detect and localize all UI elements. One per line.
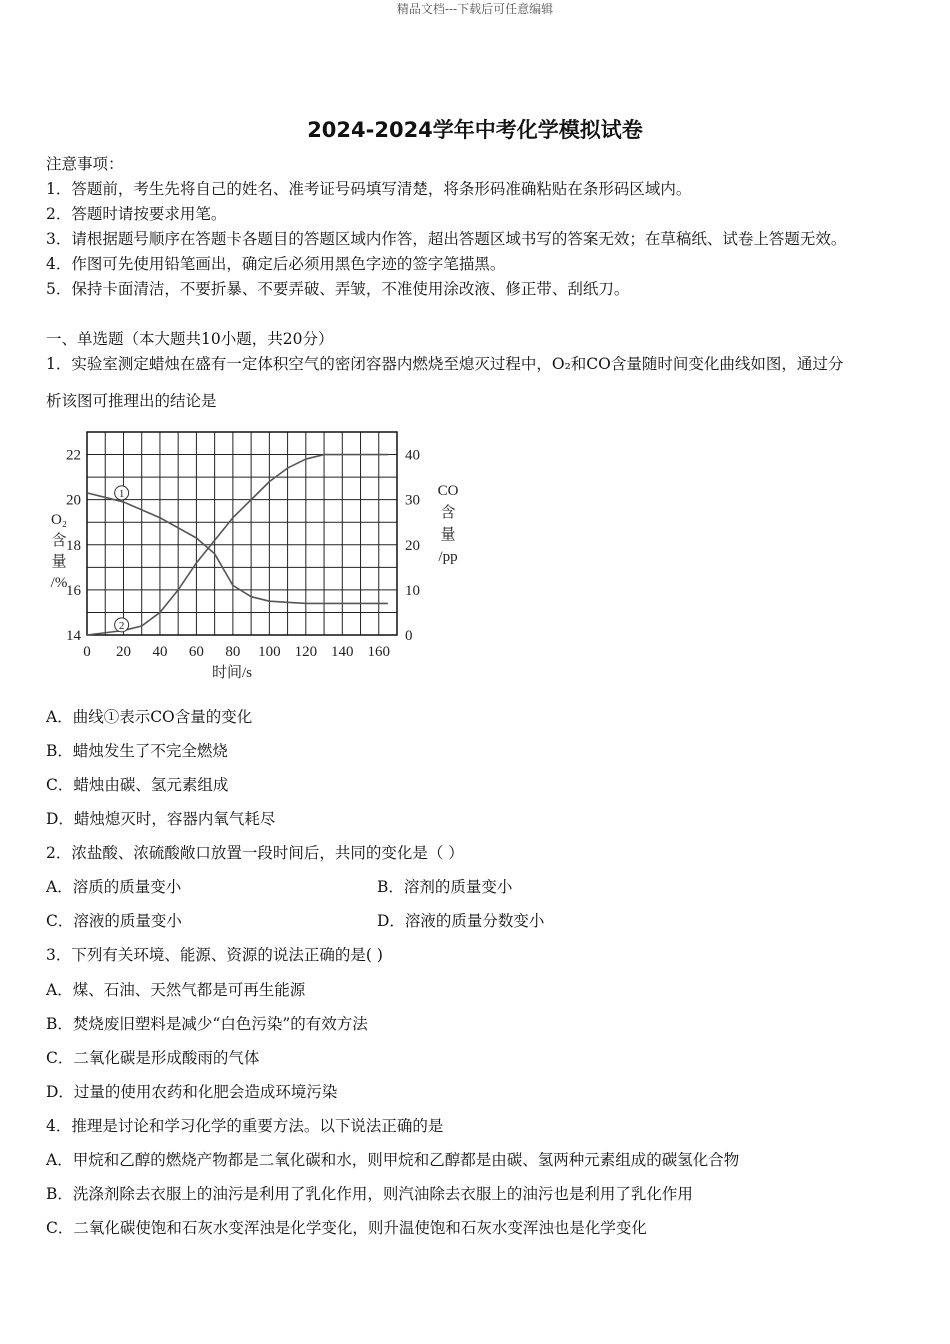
- y-right-axis-label: /pp: [438, 549, 458, 565]
- y-right-axis-label: 量: [440, 527, 456, 543]
- q4-stem: 4．推理是讨论和学习化学的重要方法。以下说法正确的是: [46, 1117, 444, 1135]
- x-tick-label: 100: [258, 644, 281, 660]
- y-right-axis-label: CO: [437, 483, 459, 499]
- x-tick-label: 160: [367, 644, 391, 660]
- notice-item: 3．请根据题号顺序在答题卡各题目的答题区域内作答，超出答题区域书写的答案无效；在草稿纸、试卷上答题无效。: [46, 230, 847, 248]
- y-left-tick-label: 16: [66, 582, 81, 599]
- y-left-axis-label: /%: [50, 575, 68, 591]
- page-title: 2024-2024学年中考化学模拟试卷: [307, 118, 643, 142]
- notice-item: 2．答题时请按要求用笔。: [46, 205, 227, 223]
- q2-option-b: B．溶剂的质量变小: [377, 878, 513, 896]
- y-left-tick-label: 22: [66, 447, 81, 464]
- q4-option-c: C．二氧化碳使饱和石灰水变浑浊是化学变化，则升温使饱和石灰水变浑浊也是化学变化: [46, 1219, 647, 1237]
- q1-option-a: A．曲线①表示CO含量的变化: [46, 708, 253, 726]
- notice-item: 5．保持卡面清洁，不要折暴、不要弄破、弄皱，不准使用涂改液、修正带、刮纸刀。: [46, 280, 630, 298]
- y-right-tick-label: 20: [405, 537, 420, 554]
- q2-option-c: C．溶液的质量变小: [46, 912, 182, 930]
- y-right-tick-label: 10: [405, 582, 420, 599]
- q3-option-d: D．过量的使用农药和化肥会造成环境污染: [46, 1083, 338, 1101]
- q1-stem-cont: 析该图可推理出的结论是: [46, 392, 217, 410]
- q3-option-b: B．焚烧废旧塑料是减少“白色污染”的有效方法: [46, 1015, 368, 1033]
- y-left-axis-label: 含: [51, 533, 67, 549]
- plot-frame: [87, 432, 397, 635]
- section-heading: 一、单选题（本大题共10小题，共20分）: [46, 330, 334, 348]
- y-right-tick-label: 0: [405, 628, 413, 644]
- x-tick-label: 120: [294, 644, 318, 660]
- q4-option-b: B．洗涤剂除去衣服上的油污是利用了乳化作用，则汽油除去衣服上的油污也是利用了乳化作用: [46, 1185, 693, 1203]
- series-label-2: 2: [118, 619, 125, 632]
- q2-option-a: A．溶质的质量变小: [46, 878, 182, 896]
- x-axis-label: 时间/s: [211, 665, 253, 681]
- notice-item: 1．答题前，考生先将自己的姓名、准考证号码填写清楚，将条形码准确粘贴在条形码区域内。: [46, 180, 692, 198]
- q1-option-c: C．蜡烛由碳、氢元素组成: [46, 776, 229, 794]
- q3-option-c: C．二氧化碳是形成酸雨的气体: [46, 1049, 260, 1067]
- x-tick-label: 40: [152, 644, 168, 660]
- q1-option-b: B．蜡烛发生了不完全燃烧: [46, 742, 228, 760]
- q3-option-a: A．煤、石油、天然气都是可再生能源: [46, 981, 306, 999]
- q2-stem: 2．浓盐酸、浓硫酸敞口放置一段时间后，共同的变化是（ ）: [46, 844, 464, 862]
- y-left-tick-label: 20: [66, 492, 81, 509]
- x-tick-label: 0: [83, 644, 91, 660]
- y-right-tick-label: 30: [405, 492, 420, 509]
- x-tick-label: 20: [115, 644, 131, 660]
- series-label-1: 1: [118, 487, 125, 500]
- o2-co-chart: [40, 420, 480, 690]
- page-header: 精品文档---下载后可任意编辑: [396, 2, 554, 16]
- x-tick-label: 140: [331, 644, 354, 660]
- y-right-axis-label: 含: [440, 505, 456, 521]
- q1-stem: 1．实验室测定蜡烛在盛有一定体积空气的密闭容器内燃烧至熄灭过程中，O₂和CO含量随时间变化曲线如图，通过分: [46, 355, 844, 373]
- y-left-tick-label: 14: [66, 628, 81, 644]
- x-tick-label: 80: [225, 644, 241, 660]
- y-left-tick-label: 18: [66, 537, 81, 554]
- q1-option-d: D．蜡烛熄灭时，容器内氧气耗尽: [46, 810, 276, 828]
- q4-option-a: A．甲烷和乙醇的燃烧产物都是二氧化碳和水，则甲烷和乙醇都是由碳、氢两种元素组成的碳氢化合物: [46, 1151, 740, 1169]
- y-left-axis-label: 量: [51, 554, 67, 570]
- q2-option-d: D．溶液的质量分数变小: [377, 912, 545, 930]
- y-right-tick-label: 40: [405, 447, 420, 464]
- notice-heading: 注意事项：: [46, 155, 124, 173]
- x-tick-label: 60: [188, 644, 204, 660]
- notice-item: 4．作图可先使用铅笔画出，确定后必须用黑色字迹的签字笔描黑。: [46, 255, 506, 273]
- y-left-axis-label: O₂: [50, 512, 68, 528]
- q3-stem: 3．下列有关环境、能源、资源的说法正确的是( ): [46, 946, 383, 964]
